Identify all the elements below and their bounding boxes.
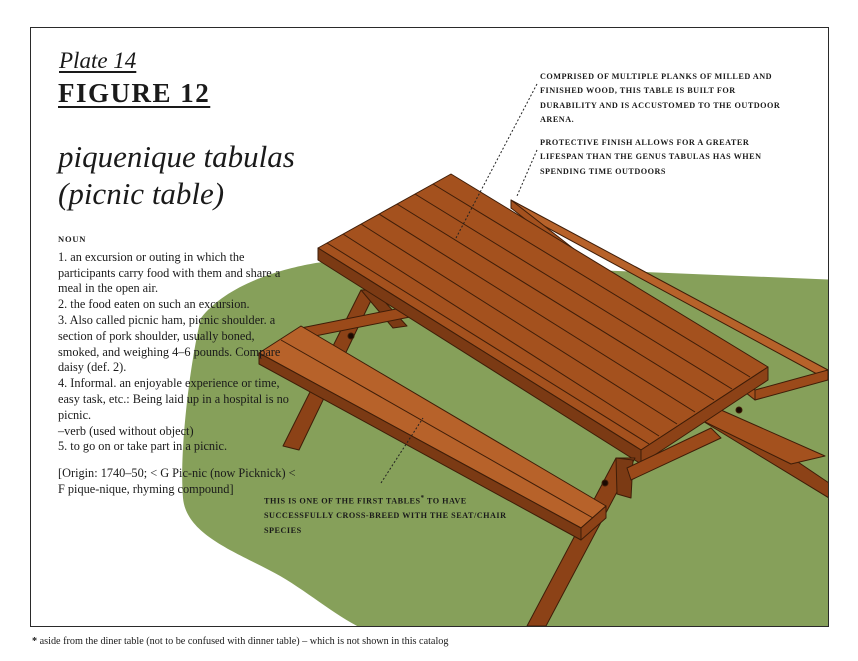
- footnote-asterisk: *: [32, 636, 38, 647]
- callout-crossbreed-text: THIS IS ONE OF THE FIRST TABLES: [264, 496, 421, 506]
- definition-line: 5. to go on or take part in a picnic.: [58, 439, 228, 454]
- etymology: [Origin: 1740–50; < G Pic-nic (now Picknick) < F pique-nique, rhyming compound]: [58, 466, 296, 496]
- figure-label: FIGURE 12: [58, 78, 211, 108]
- callout-finish: PROTECTIVE FINISH ALLOWS FOR A GREATER LIFESPAN THAN THE GENUS TABULAS HAS WHEN SPENDING TIME OUTDOORS: [540, 138, 762, 176]
- callout-crossbreed-rest: TO HAVE SUCCESSFULLY CROSS-BREED WITH THE SEAT/CHAIR SPECIES: [264, 496, 507, 535]
- definition-line: 3. Also called picnic ham, picnic shoulder. a section of pork shoulder, usually boned, smoked, and weighing 4–6 pounds. Compare daisy (def. 2).: [58, 312, 281, 375]
- definition-line: –verb (used without object): [58, 423, 194, 438]
- common-name: (picnic table): [58, 176, 225, 211]
- plate-label: Plate 14: [59, 48, 137, 73]
- definition-line: 1. an excursion or outing in which the participants carry food with them and share a meal in the open air.: [58, 249, 281, 296]
- callout-crossbreed: [264, 492, 524, 538]
- definition-line: 2. the food eaten on such an excursion.: [58, 297, 250, 312]
- dictionary-definition: [58, 232, 298, 498]
- footnote-text: aside from the diner table (not to be confused with dinner table) – which is not shown in this catalog: [37, 636, 449, 647]
- species-name: [58, 138, 295, 212]
- footnote-marker: *: [420, 495, 425, 502]
- callout-planks: COMPRISED OF MULTIPLE PLANKS OF MILLED AND FINISHED WOOD, THIS TABLE IS BUILT FOR DURABILITY AND IS ACCUSTOMED TO THE OUTDOOR ARENA.: [540, 72, 781, 125]
- definition-line: 4. Informal. an enjoyable experience or time, easy task, etc.: Being laid up in a hospital is no picnic.: [58, 376, 289, 422]
- latin-name: piquenique tabulas: [58, 139, 295, 174]
- footnote: [32, 636, 448, 647]
- catalog-plate: [30, 27, 829, 627]
- part-of-speech: NOUN: [58, 234, 87, 244]
